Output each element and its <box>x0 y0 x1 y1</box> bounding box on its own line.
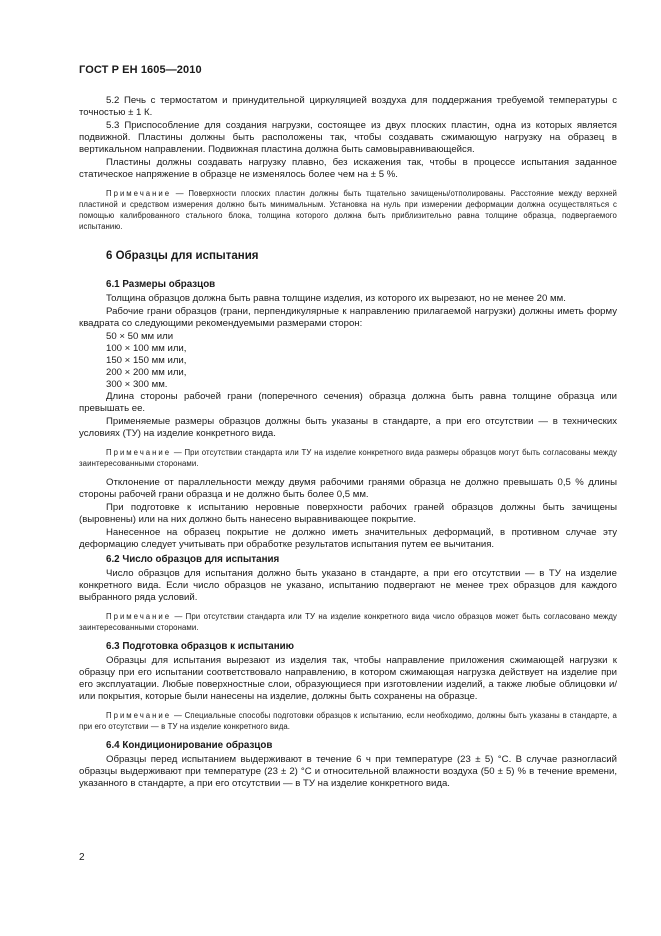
note-text: — Поверхности плоских пластин должны быть тщательно зачищены/отполированы. Расстояние между верхней пластиной и средством измерения должно быть минимальным. Установка на нуль при измерении деформации должна осуществляться с помощью калиброванного стального блока, толщина которого должна быть приблизительно равна толщине образца, подвергаемого испытанию. <box>79 189 617 231</box>
paragraph-5-2: 5.2 Печь с термостатом и принудительной циркуляцией воздуха для поддержания требуемой температуры с точностью ± 1 К. <box>79 95 617 118</box>
paragraph-parallelism: Отклонение от параллельности между двумя рабочими гранями образца не должно превышать 0,5 % длины стороны рабочей грани образца и не должно быть более 0,5 мм. <box>79 477 617 500</box>
note-prep <box>79 710 617 732</box>
note-sizes <box>79 447 617 469</box>
note-plates <box>79 188 617 232</box>
size-item: 300 × 300 мм. <box>106 379 168 390</box>
size-item: 100 × 100 мм или, <box>106 343 187 354</box>
document-body <box>79 95 617 791</box>
subsection-6-4-title: 6.4 Кондиционирование образцов <box>106 740 273 751</box>
subsection-6-3-title: 6.3 Подготовка образцов к испытанию <box>106 641 295 652</box>
paragraph-side-length: Длина стороны рабочей грани (поперечного сечения) образца должна быть равна толщине образца или превышать ее. <box>79 391 617 414</box>
paragraph-5-3: 5.3 Приспособление для создания нагрузки, состоящее из двух плоских пластин, одна из которых является подвижной. Пластины должны быть расположены так, чтобы создавать сжимающую нагрузку на образец в вертикальном направлении. Подвижная пластина должна быть самовыравнивающейся. <box>79 120 617 155</box>
paragraph-plates-load: Пластины должны создавать нагрузку плавно, без искажения так, чтобы в процессе испытания заданное статическое напряжение в образце не изменялось более чем на ± 5 %. <box>79 157 617 180</box>
paragraph-sizes-standard: Применяемые размеры образцов должны быть указаны в стандарте, а при его отсутствии — в технических условиях (ТУ) на изделие конкретного вида. <box>79 416 617 439</box>
size-item: 150 × 150 мм или, <box>106 355 187 366</box>
note-label: Примечание <box>106 189 172 198</box>
note-text: — При отсутствии стандарта или ТУ на изделие конкретного вида число образцов может быть согласовано между заинтересованными сторонами. <box>79 612 617 632</box>
note-label: Примечание <box>106 612 172 621</box>
subsection-6-1-title: 6.1 Размеры образцов <box>106 279 216 290</box>
document-header: ГОСТ Р ЕН 1605—2010 <box>79 64 202 76</box>
note-text: — Специальные способы подготовки образцов к испытанию, если необходимо, должны быть указаны в стандарте, а при его отсутствии — в ТУ на изделие конкретного вида. <box>79 711 617 731</box>
paragraph-sample-prep: Образцы для испытания вырезают из изделия так, чтобы направление приложения сжимающей нагрузки к образцу при его испытании соответствовало направлению, в котором сжимающая нагрузка действует на изделие при его эксплуатации. Любые поверхностные слои, образующиеся при изготовлении изделий, а также любые облицовки и/или покрытия, которые были нанесены на изделие, должны быть сохранены на образце. <box>79 655 617 702</box>
paragraph-number-samples: Число образцов для испытания должно быть указано в стандарте, а при его отсутствии — в ТУ на изделие конкретного вида. Если число образцов не указано, испытанию подвергают не менее трех образцов для каждого выбранного ряда условий. <box>79 568 617 603</box>
page-number: 2 <box>79 852 85 863</box>
paragraph-thickness: Толщина образцов должна быть равна толщине изделия, из которого их вырезают, но не менее 20 мм. <box>106 293 566 304</box>
size-item: 200 × 200 мм или, <box>106 367 187 378</box>
note-label: Примечание <box>106 711 172 720</box>
paragraph-conditioning: Образцы перед испытанием выдерживают в течение 6 ч при температуре (23 ± 5) °С. В случае разногласий образцы выдерживают при температуре (23 ± 2) °С и относительной влажности воздуха (50 ± 5) % в течение времени, указанного в стандарте, а при его отсутствии — в ТУ на изделие конкретного вида. <box>79 754 617 789</box>
note-label: Примечание <box>106 448 172 457</box>
paragraph-working-faces: Рабочие грани образцов (грани, перпендикулярные к направлению прилагаемой нагрузки) должны иметь форму квадрата со следующими рекомендуемыми размерами сторон: <box>79 306 617 329</box>
note-number <box>79 611 617 633</box>
section-6-title: 6 Образцы для испытания <box>106 250 259 262</box>
note-text: — При отсутствии стандарта или ТУ на изделие конкретного вида размеры образцов могут быть согласованы между заинтересованными сторонами. <box>79 448 617 468</box>
paragraph-coating: Нанесенное на образец покрытие не должно иметь значительных деформаций, в противном случае эту деформацию следует учитывать при обработке результатов испытания путем ее вычитания. <box>79 527 617 550</box>
subsection-6-2-title: 6.2 Число образцов для испытания <box>106 554 280 565</box>
paragraph-surface-prep: При подготовке к испытанию неровные поверхности рабочих граней образцов должны быть зачищены (выровнены) или на них должно быть нанесено выравнивающее покрытие. <box>79 502 617 525</box>
size-item: 50 × 50 мм или <box>106 331 174 342</box>
